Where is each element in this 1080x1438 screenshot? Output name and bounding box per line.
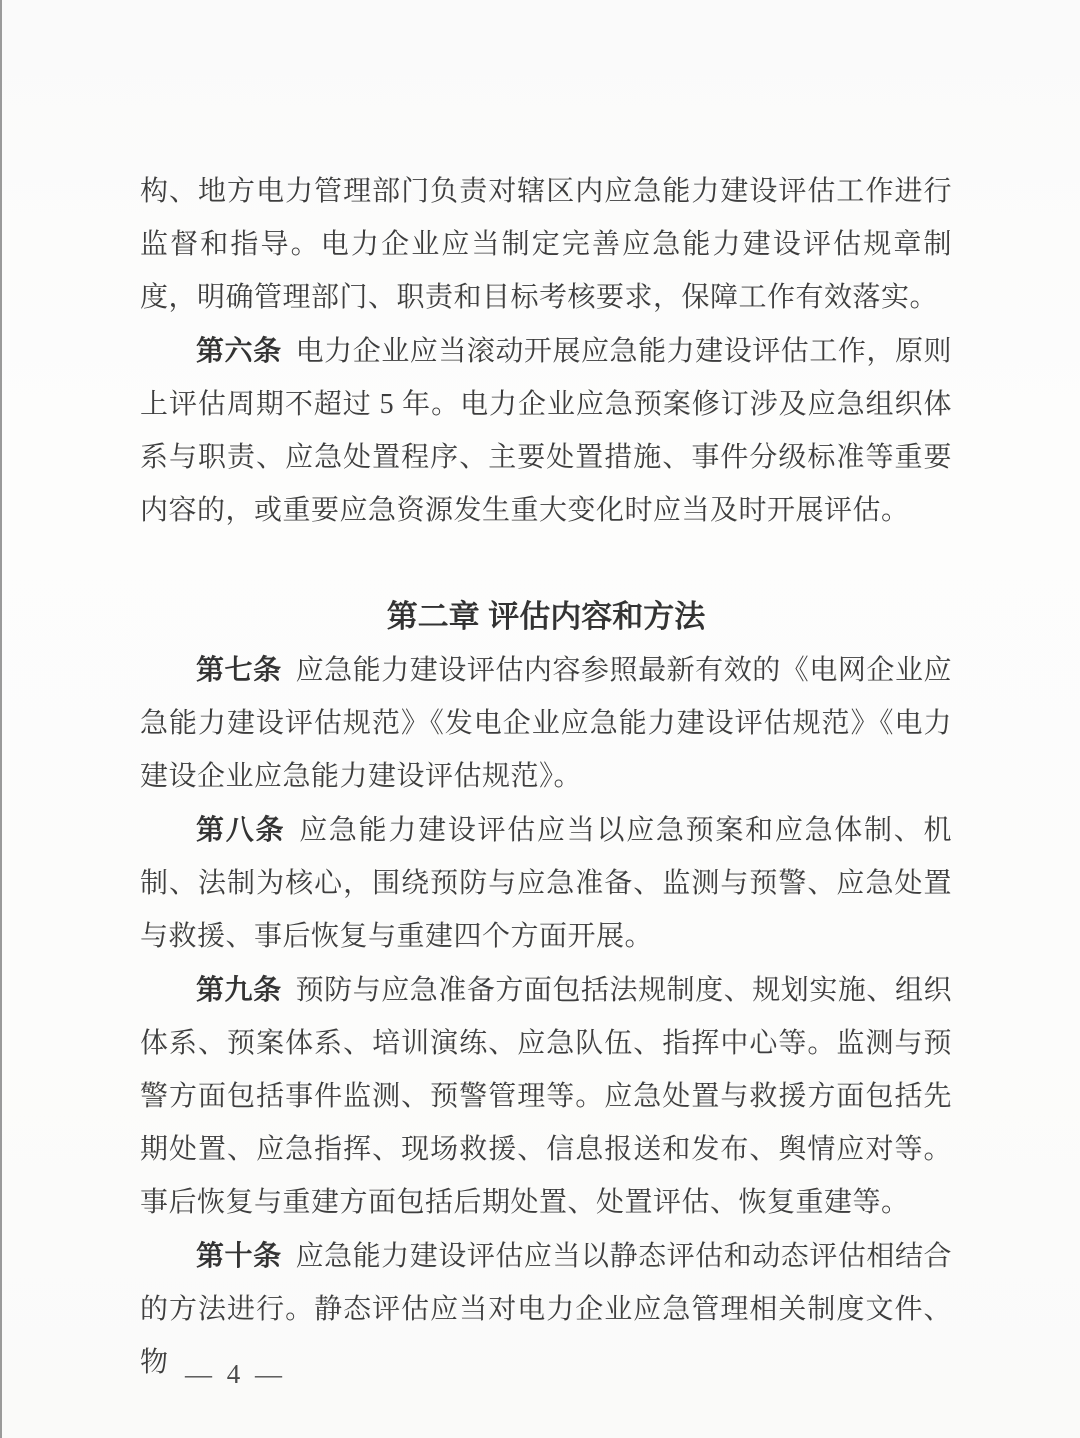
document-body [140, 165, 952, 1389]
paragraph-continuation: 构、地方电力管理部门负责对辖区内应急能力建设评估工作进行监督和指导。电力企业应当制定完善应急能力建设评估规章制度，明确管理部门、职责和目标考核要求，保障工作有效落实。 [140, 176, 952, 313]
article-9-text: 预防与应急准备方面包括法规制度、规划实施、组织体系、预案体系、培训演练、应急队伍、指挥中心等。监测与预警方面包括事件监测、预警管理等。应急处置与救援方面包括先期处置、应急指挥、现场救援、信息报送和发布、舆情应对等。事后恢复与重建方面包括后期处置、处置评估、恢复重建等。 [140, 975, 952, 1218]
article-9-label: 第九条 [196, 974, 282, 1005]
article-6-label: 第六条 [196, 335, 282, 366]
paragraph-article-9 [140, 963, 952, 1229]
article-10-label: 第十条 [196, 1240, 282, 1271]
paragraph-article-6 [140, 324, 952, 537]
article-8-label: 第八条 [196, 814, 286, 845]
scan-edge-line [0, 0, 2, 1438]
chapter-heading: 第二章 评估内容和方法 [386, 599, 706, 634]
article-7-text: 应急能力建设评估内容参照最新有效的《电网企业应急能力建设评估规范》《发电企业应急能力建设评估规范》《电力建设企业应急能力建设评估规范》。 [140, 655, 952, 792]
paragraph-article-8 [140, 803, 952, 963]
paragraph-article-7 [140, 643, 952, 803]
page-number: — 4 — [185, 1359, 286, 1389]
article-6-text: 电力企业应当滚动开展应急能力建设评估工作，原则上评估周期不超过 5 年。电力企业应急预案修订涉及应急组织体系与职责、应急处置程序、主要处置措施、事件分级标准等重要内容的，或重要应急资源发生重大变化时应当及时开展评估。 [140, 336, 952, 526]
article-7-label: 第七条 [196, 654, 282, 685]
article-10-text: 应急能力建设评估应当以静态评估和动态评估相结合的方法进行。静态评估应当对电力企业应急管理相关制度文件、物 [140, 1241, 952, 1378]
article-8-text: 应急能力建设评估应当以应急预案和应急体制、机制、法制为核心，围绕预防与应急准备、监测与预警、应急处置与救援、事后恢复与重建四个方面开展。 [140, 815, 952, 952]
